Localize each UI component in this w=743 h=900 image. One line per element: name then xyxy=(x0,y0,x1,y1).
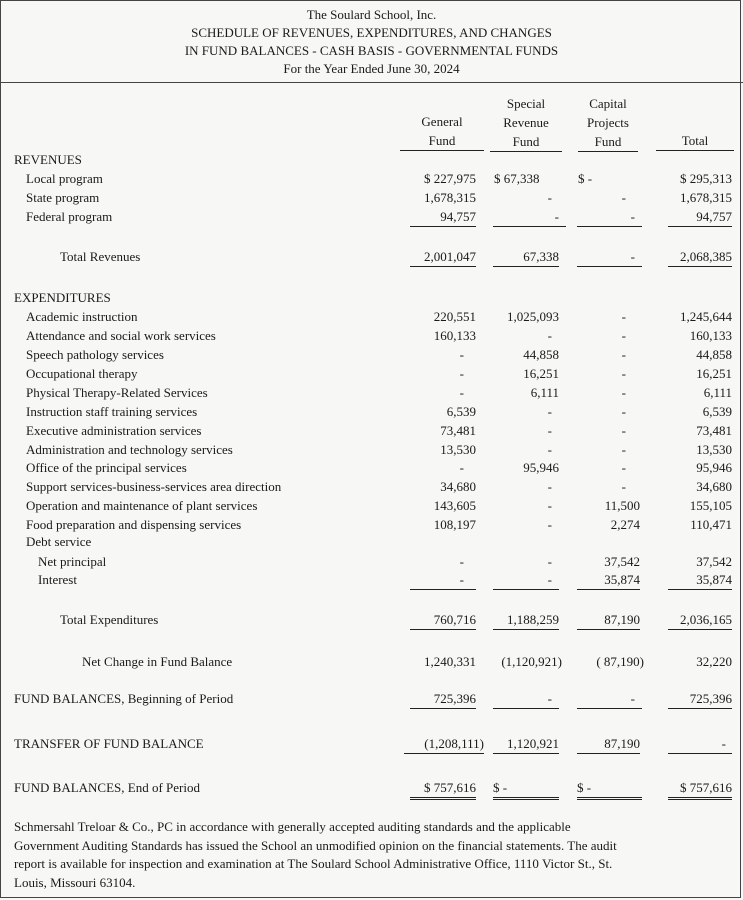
cell-special: - xyxy=(547,328,552,343)
cell-special: - xyxy=(493,571,559,590)
cell-total: 155,105 xyxy=(689,498,732,513)
col-capital-label-0: Capital xyxy=(589,96,627,111)
col-capital-label-2: Fund xyxy=(578,132,638,152)
transfer-capital: 87,190 xyxy=(577,735,640,754)
cell-special: 95,946 xyxy=(523,460,559,475)
schedule-period: For the Year Ended June 30, 2024 xyxy=(283,61,460,76)
cell-capital: - xyxy=(621,328,626,343)
row-label: Office of the principal services xyxy=(26,460,187,475)
end-balance-label: FUND BALANCES, End of Period xyxy=(14,780,200,795)
col-general-label-1: General xyxy=(421,114,463,129)
end-balance-special: $ - xyxy=(493,779,559,800)
total-revenues-special: 67,338 xyxy=(493,248,559,267)
cell-total: 160,133 xyxy=(689,328,732,343)
cell-special: - xyxy=(547,190,552,205)
cell-capital: - xyxy=(621,460,626,475)
total-expenditures-total: 2,036,165 xyxy=(668,611,732,630)
cell-capital: 2,274 xyxy=(610,517,640,532)
cell-capital: - xyxy=(621,366,626,381)
cell-general: 94,757 xyxy=(410,208,476,227)
cell-capital: 37,542 xyxy=(604,554,640,569)
row-label: Speech pathology services xyxy=(26,347,164,362)
document-header xyxy=(0,6,743,78)
cell-general: 220,551 xyxy=(433,309,476,324)
cell-general: - xyxy=(459,554,464,569)
cell-special: - xyxy=(547,554,552,569)
section-revenues: REVENUES xyxy=(14,152,82,167)
cell-total: 1,678,315 xyxy=(680,190,732,205)
col-general-label-2: Fund xyxy=(400,131,484,151)
cell-total: 95,946 xyxy=(696,460,732,475)
cell-total: 34,680 xyxy=(696,479,732,494)
cell-capital: - xyxy=(621,309,626,324)
cell-capital: - xyxy=(621,190,626,205)
col-total xyxy=(656,131,734,151)
header-divider xyxy=(0,82,743,83)
total-revenues-label: Total Revenues xyxy=(60,249,141,264)
cell-total: 110,471 xyxy=(690,517,732,532)
cell-total: 16,251 xyxy=(696,366,732,381)
cell-total: $ 295,313 xyxy=(680,171,732,186)
row-label: Food preparation and dispensing services xyxy=(26,517,242,532)
cell-general: - xyxy=(459,460,464,475)
cell-special: 16,251 xyxy=(523,366,559,381)
transfer-special: 1,120,921 xyxy=(493,735,559,754)
cell-total: 44,858 xyxy=(696,347,732,362)
cell-total: 94,757 xyxy=(668,208,732,227)
col-general-fund xyxy=(400,112,484,151)
row-label: Executive administration services xyxy=(26,423,202,438)
cell-special: 44,858 xyxy=(523,347,559,362)
cell-general: - xyxy=(459,385,464,400)
beginning-balance-total: 725,396 xyxy=(668,690,732,709)
cell-total: 13,530 xyxy=(696,442,732,457)
section-expenditures: EXPENDITURES xyxy=(14,290,111,305)
cell-capital: 35,874 xyxy=(577,571,640,590)
row-label: Interest xyxy=(38,572,77,587)
row-label: Physical Therapy-Related Services xyxy=(26,385,208,400)
transfer-total: - xyxy=(668,735,732,754)
row-label: Local program xyxy=(26,171,103,186)
beginning-balance-special: - xyxy=(493,690,559,709)
cell-special: - xyxy=(547,479,552,494)
row-label: Support services-business-services area direction xyxy=(26,479,282,494)
cell-capital: - xyxy=(621,385,626,400)
cell-general: $ 227,975 xyxy=(424,171,476,186)
row-label: Federal program xyxy=(26,209,113,224)
cell-capital: - xyxy=(621,479,626,494)
end-balance-total: $ 757,616 xyxy=(668,779,732,800)
cell-general: - xyxy=(410,571,476,590)
cell-general: 160,133 xyxy=(433,328,476,343)
cell-special: - xyxy=(547,404,552,419)
cell-special: - xyxy=(547,442,552,457)
beginning-balance-general: 725,396 xyxy=(410,690,476,709)
end-balance-capital: $ - xyxy=(577,779,642,800)
schedule-title-line1: SCHEDULE OF REVENUES, EXPENDITURES, AND CHANGES xyxy=(191,25,552,40)
row-label: Academic instruction xyxy=(26,309,138,324)
total-expenditures-capital: 87,190 xyxy=(577,611,640,630)
cell-general: - xyxy=(459,366,464,381)
cell-total: 6,539 xyxy=(702,404,732,419)
schedule-title-line2: IN FUND BALANCES - CASH BASIS - GOVERNMENTAL FUNDS xyxy=(184,43,559,58)
cell-general: 143,605 xyxy=(433,498,476,513)
cell-total: 35,874 xyxy=(668,571,732,590)
cell-special: - xyxy=(547,498,552,513)
cell-capital: - xyxy=(577,208,642,227)
row-label: State program xyxy=(26,190,100,205)
total-revenues-general: 2,001,047 xyxy=(410,248,476,267)
cell-general: 1,678,315 xyxy=(424,190,476,205)
cell-total: 37,542 xyxy=(696,554,732,569)
beginning-balance-capital: - xyxy=(577,690,642,709)
net-change-label: Net Change in Fund Balance xyxy=(82,654,233,669)
cell-special: 6,111 xyxy=(530,385,559,400)
cell-special: - xyxy=(547,517,552,532)
cell-capital: - xyxy=(621,442,626,457)
col-special-revenue-fund xyxy=(490,94,562,152)
cell-general: 34,680 xyxy=(440,479,476,494)
cell-special: - xyxy=(493,208,566,227)
cell-general: 6,539 xyxy=(446,404,476,419)
col-special-label-2: Fund xyxy=(490,132,562,152)
cell-total: 73,481 xyxy=(696,423,732,438)
cell-general: - xyxy=(459,347,464,362)
cell-general: 73,481 xyxy=(440,423,476,438)
cell-capital: 11,500 xyxy=(604,498,640,513)
net-change-total: 32,220 xyxy=(696,654,732,669)
cell-capital: - xyxy=(621,404,626,419)
row-label: Instruction staff training services xyxy=(26,404,198,419)
cell-total: 1,245,644 xyxy=(680,309,732,324)
row-label: Occupational therapy xyxy=(26,366,138,381)
row-label: Administration and technology services xyxy=(26,442,233,457)
net-change-capital: ( 87,190) xyxy=(596,654,644,669)
col-capital-label-1: Projects xyxy=(587,115,629,130)
total-expenditures-label: Total Expenditures xyxy=(60,612,159,627)
col-special-label-0: Special xyxy=(506,96,546,111)
end-balance-general: $ 757,616 xyxy=(410,779,476,800)
row-label: Operation and maintenance of plant services xyxy=(26,498,258,513)
col-special-label-1: Revenue xyxy=(503,115,549,130)
total-revenues-total: 2,068,385 xyxy=(668,248,732,267)
transfer-general: (1,208,111) xyxy=(404,735,484,754)
total-expenditures-general: 760,716 xyxy=(410,611,476,630)
net-change-general: 1,240,331 xyxy=(424,654,476,669)
col-total-label: Total xyxy=(656,131,734,151)
cell-total: 6,111 xyxy=(703,385,732,400)
audit-note: Schmersahl Treloar & Co., PC in accordance with generally accepted auditing standards and the applicable Government Auditing Standards has issued the School an unmodified opinion on the financial statements. The audit report is available for inspection and examination at The Soulard School Administrative Office, 1110 Victor St., St. Louis, Missouri 63104. xyxy=(14,819,617,890)
row-label: Net principal xyxy=(38,554,107,569)
transfer-label: TRANSFER OF FUND BALANCE xyxy=(14,736,204,751)
row-label: Debt service xyxy=(26,534,92,549)
org-name: The Soulard School, Inc. xyxy=(306,7,437,22)
cell-special: 1,025,093 xyxy=(507,309,559,324)
cell-capital: - xyxy=(621,347,626,362)
col-capital-projects-fund xyxy=(578,94,638,152)
cell-capital: - xyxy=(621,423,626,438)
total-expenditures-special: 1,188,259 xyxy=(493,611,559,630)
net-change-special: (1,120,921) xyxy=(501,654,562,669)
cell-special: - xyxy=(547,423,552,438)
beginning-balance-label: FUND BALANCES, Beginning of Period xyxy=(14,691,234,706)
cell-general: 13,530 xyxy=(440,442,476,457)
cell-general: 108,197 xyxy=(433,517,476,532)
row-label: Attendance and social work services xyxy=(26,328,216,343)
cell-special: $ 67,338 xyxy=(494,171,540,186)
cell-capital: $ - xyxy=(578,171,593,186)
total-revenues-capital: - xyxy=(577,248,642,267)
